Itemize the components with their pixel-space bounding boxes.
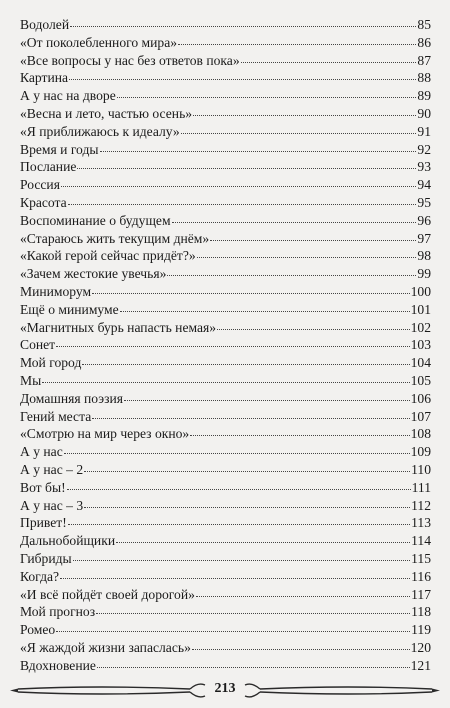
toc-dot-leader bbox=[84, 507, 410, 508]
toc-entry bbox=[20, 158, 431, 176]
toc-entry bbox=[20, 461, 431, 479]
toc-entry-title: Гений места bbox=[20, 408, 92, 424]
toc-entry-page: 108 bbox=[410, 426, 431, 442]
toc-dot-leader bbox=[60, 578, 410, 579]
toc-dot-leader bbox=[92, 418, 409, 419]
toc-entry bbox=[20, 532, 431, 550]
toc-entry-title: Мой город bbox=[20, 355, 82, 371]
toc-entry-title: «От поколебленного мира» bbox=[20, 34, 178, 50]
toc-dot-leader bbox=[190, 435, 409, 436]
toc-entry-title: Послание bbox=[20, 159, 77, 175]
toc-entry-page: 110 bbox=[411, 461, 431, 477]
toc-entry bbox=[20, 301, 431, 319]
toc-entry-title: Мой прогноз bbox=[20, 604, 96, 620]
page-number: 213 bbox=[214, 681, 236, 696]
toc-entry-title: Домашняя поэзия bbox=[20, 390, 123, 406]
toc-entry bbox=[20, 497, 431, 515]
toc-entry-page: 115 bbox=[411, 550, 431, 566]
toc-entry-page: 109 bbox=[410, 444, 431, 460]
toc-entry-title: Водолей bbox=[20, 17, 70, 32]
toc-entry-page: 120 bbox=[410, 639, 431, 655]
toc-dot-leader bbox=[84, 471, 410, 472]
toc-entry-title: Время и годы bbox=[20, 141, 99, 157]
toc-entry bbox=[20, 194, 431, 212]
toc-entry-title: А у нас – 3 bbox=[20, 497, 84, 513]
toc-dot-leader bbox=[67, 489, 411, 490]
toc-entry bbox=[20, 354, 431, 372]
toc-entry bbox=[20, 265, 431, 283]
toc-entry-title: Картина bbox=[20, 70, 69, 86]
toc-entry-page: 103 bbox=[410, 337, 431, 353]
toc-entry-page: 87 bbox=[417, 52, 431, 68]
toc-dot-leader bbox=[77, 168, 416, 169]
table-of-contents bbox=[20, 16, 431, 674]
toc-entry bbox=[20, 69, 431, 87]
toc-dot-leader bbox=[56, 631, 410, 632]
toc-entry-title: Вдохновение bbox=[20, 657, 96, 673]
toc-dot-leader bbox=[82, 364, 409, 365]
toc-entry-title: Когда? bbox=[20, 568, 60, 584]
toc-entry-title: «Магнитных бурь напасть немая» bbox=[20, 319, 217, 335]
toc-entry bbox=[20, 408, 431, 426]
toc-dot-leader bbox=[196, 596, 410, 597]
toc-entry-title: Ещё о минимуме bbox=[20, 301, 119, 317]
toc-dot-leader bbox=[217, 329, 410, 330]
toc-entry-page: 85 bbox=[417, 17, 431, 32]
toc-dot-leader bbox=[117, 97, 417, 98]
toc-entry-title: Ромео bbox=[20, 622, 56, 638]
toc-entry-title: Воспоминание о будущем bbox=[20, 212, 171, 228]
toc-entry bbox=[20, 176, 431, 194]
toc-entry-page: 116 bbox=[411, 568, 431, 584]
toc-entry-page: 89 bbox=[417, 88, 431, 104]
toc-entry-page: 111 bbox=[411, 479, 431, 495]
toc-dot-leader bbox=[172, 222, 417, 223]
toc-dot-leader bbox=[241, 62, 417, 63]
toc-entry bbox=[20, 212, 431, 230]
toc-dot-leader bbox=[210, 240, 416, 241]
toc-entry-page: 96 bbox=[417, 212, 431, 228]
toc-dot-leader bbox=[61, 186, 416, 187]
toc-entry-title: Миниморум bbox=[20, 283, 92, 299]
toc-entry-title: Сонет bbox=[20, 337, 56, 353]
page-footer bbox=[0, 676, 450, 706]
toc-entry-page: 100 bbox=[410, 283, 431, 299]
toc-entry bbox=[20, 425, 431, 443]
toc-entry-page: 112 bbox=[411, 497, 431, 513]
toc-entry bbox=[20, 283, 431, 301]
toc-entry-title: «Зачем жестокие увечья» bbox=[20, 266, 167, 282]
toc-dot-leader bbox=[124, 400, 410, 401]
toc-entry-page: 98 bbox=[417, 248, 431, 264]
toc-entry bbox=[20, 586, 431, 604]
toc-entry-page: 114 bbox=[411, 533, 431, 549]
toc-entry-page: 94 bbox=[417, 177, 431, 193]
toc-entry bbox=[20, 657, 431, 675]
toc-dot-leader bbox=[167, 275, 416, 276]
toc-entry-page: 95 bbox=[417, 194, 431, 210]
toc-entry bbox=[20, 52, 431, 70]
toc-entry bbox=[20, 336, 431, 354]
toc-entry bbox=[20, 34, 431, 52]
toc-dot-leader bbox=[68, 524, 410, 525]
toc-dot-leader bbox=[42, 382, 409, 383]
toc-entry bbox=[20, 550, 431, 568]
toc-entry bbox=[20, 319, 431, 337]
toc-dot-leader bbox=[68, 204, 417, 205]
toc-dot-leader bbox=[100, 151, 417, 152]
toc-entry-title: Мы bbox=[20, 372, 42, 388]
toc-entry bbox=[20, 105, 431, 123]
toc-dot-leader bbox=[73, 560, 410, 561]
toc-entry bbox=[20, 443, 431, 461]
toc-entry-page: 90 bbox=[417, 105, 431, 121]
toc-dot-leader bbox=[178, 44, 416, 45]
toc-entry-title: «Какой герой сейчас придёт?» bbox=[20, 248, 196, 264]
toc-entry bbox=[20, 230, 431, 248]
toc-dot-leader bbox=[192, 649, 410, 650]
toc-entry-page: 93 bbox=[417, 159, 431, 175]
toc-entry-page: 107 bbox=[410, 408, 431, 424]
toc-entry-title: Дальнобойщики bbox=[20, 533, 116, 549]
toc-dot-leader bbox=[181, 133, 417, 134]
toc-entry-title: «Я приближаюсь к идеалу» bbox=[20, 123, 180, 139]
toc-entry-title: А у нас на дворе bbox=[20, 88, 116, 104]
toc-entry-page: 86 bbox=[417, 34, 431, 50]
toc-entry bbox=[20, 247, 431, 265]
toc-entry-page: 88 bbox=[417, 70, 431, 86]
toc-dot-leader bbox=[96, 613, 410, 614]
toc-entry-title: «Стараюсь жить текущим днём» bbox=[20, 230, 210, 246]
toc-entry-page: 104 bbox=[410, 355, 431, 371]
toc-entry-page: 97 bbox=[417, 230, 431, 246]
toc-entry bbox=[20, 603, 431, 621]
toc-entry bbox=[20, 123, 431, 141]
toc-dot-leader bbox=[56, 346, 409, 347]
toc-entry bbox=[20, 639, 431, 657]
toc-dot-leader bbox=[64, 453, 410, 454]
toc-entry-page: 91 bbox=[417, 123, 431, 139]
toc-entry bbox=[20, 372, 431, 390]
toc-entry bbox=[20, 141, 431, 159]
toc-entry-title: Вот бы! bbox=[20, 479, 66, 495]
toc-dot-leader bbox=[69, 79, 416, 80]
toc-entry-title: «Весна и лето, частью осень» bbox=[20, 105, 193, 121]
toc-entry-title: А у нас bbox=[20, 444, 63, 460]
toc-entry-page: 99 bbox=[417, 266, 431, 282]
toc-entry-title: Россия bbox=[20, 177, 60, 193]
toc-entry-title: «Смотрю на мир через окно» bbox=[20, 426, 190, 442]
toc-entry-page: 106 bbox=[410, 390, 431, 406]
toc-entry-title: «И всё пойдёт своей дорогой» bbox=[20, 586, 195, 602]
toc-entry bbox=[20, 16, 431, 34]
toc-entry bbox=[20, 390, 431, 408]
toc-entry bbox=[20, 621, 431, 639]
toc-dot-leader bbox=[92, 293, 409, 294]
toc-entry-page: 121 bbox=[410, 657, 431, 673]
toc-entry-page: 92 bbox=[417, 141, 431, 157]
toc-dot-leader bbox=[193, 115, 416, 116]
toc-entry-title: А у нас – 2 bbox=[20, 461, 84, 477]
toc-dot-leader bbox=[70, 26, 416, 27]
toc-dot-leader bbox=[120, 311, 410, 312]
toc-dot-leader bbox=[97, 667, 410, 668]
toc-entry-page: 119 bbox=[411, 622, 431, 638]
toc-entry bbox=[20, 514, 431, 532]
toc-entry-page: 118 bbox=[411, 604, 431, 620]
toc-entry-page: 113 bbox=[411, 515, 431, 531]
toc-entry-title: Привет! bbox=[20, 515, 67, 531]
toc-dot-leader bbox=[116, 542, 410, 543]
toc-entry-title: Гибриды bbox=[20, 550, 72, 566]
toc-entry-page: 102 bbox=[410, 319, 431, 335]
toc-entry-page: 101 bbox=[410, 301, 431, 317]
toc-dot-leader bbox=[197, 257, 417, 258]
toc-entry-title: «Я жаждой жизни запаслась» bbox=[20, 639, 191, 655]
toc-entry-page: 105 bbox=[410, 372, 431, 388]
toc-entry-page: 117 bbox=[411, 586, 431, 602]
toc-entry bbox=[20, 87, 431, 105]
toc-entry-title: Красота bbox=[20, 194, 67, 210]
toc-entry bbox=[20, 479, 431, 497]
toc-entry-title: «Все вопросы у нас без ответов пока» bbox=[20, 52, 240, 68]
toc-entry bbox=[20, 568, 431, 586]
